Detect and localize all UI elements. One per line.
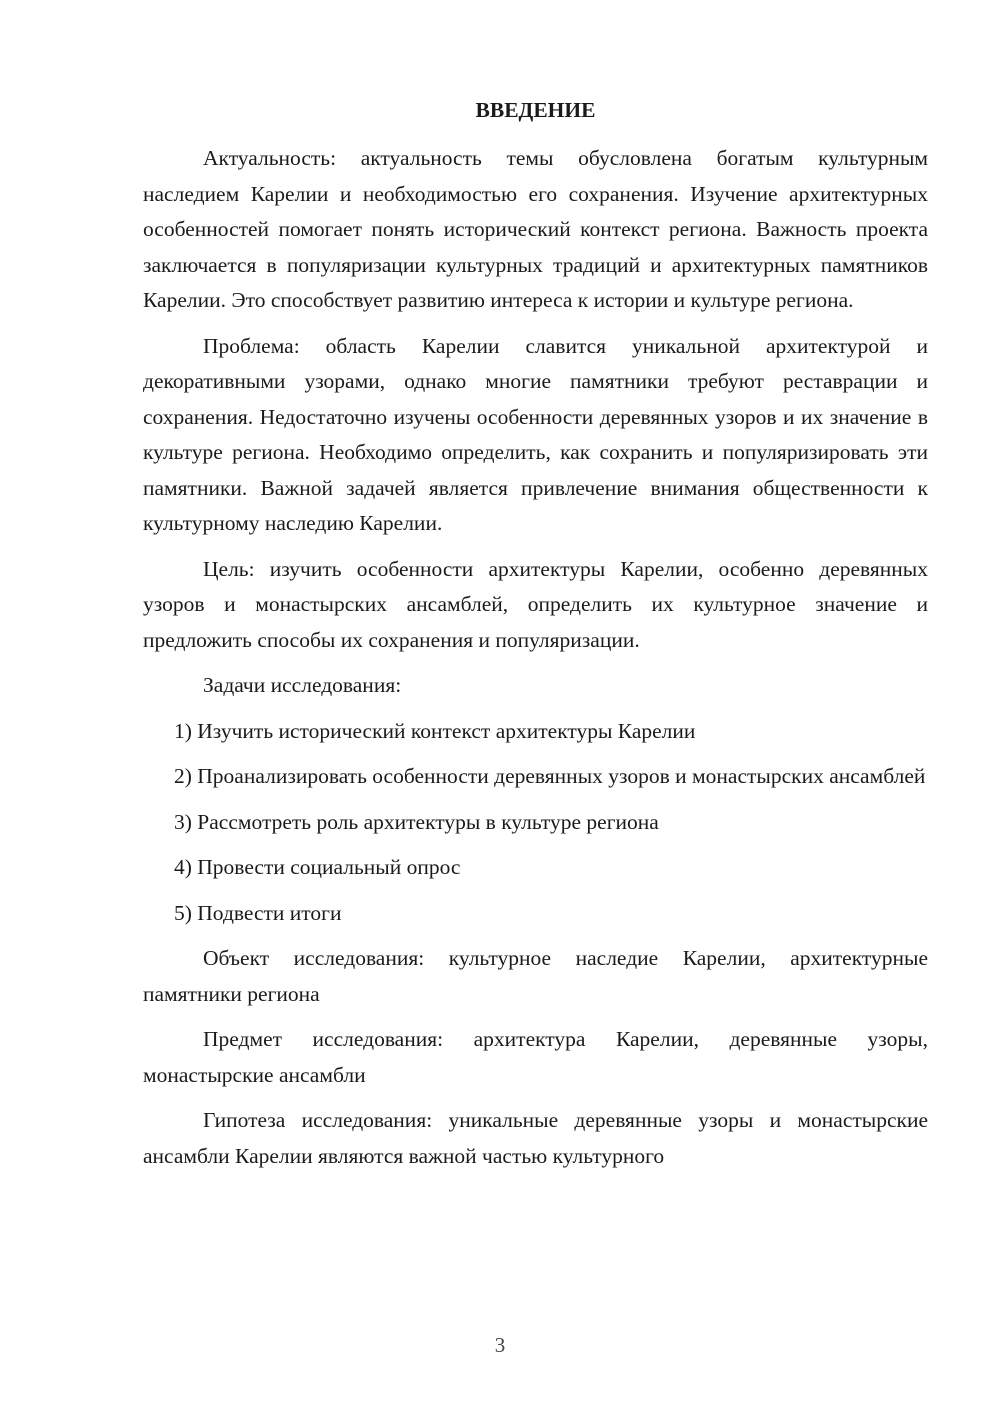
paragraph-relevance: Актуальность: актуальность темы обусловлена богатым культурным наследием Карелии и необходимостью его сохранения. Изучение архитектурных особенностей помогает понять исторический контекст региона. Важность проекта заключается в популяризации культурных традиций и архитектурных памятников Карелии. Это способствует развитию интереса к истории и культуре региона. <box>143 146 928 312</box>
task-item: 3) Рассмотреть роль архитектуры в культуре региона <box>174 809 659 834</box>
paragraph-hypothesis: Гипотеза исследования: уникальные деревянные узоры и монастырские ансамбли Карелии являются важной частью культурного <box>143 1108 928 1168</box>
paragraph-object: Объект исследования: культурное наследие Карелии, архитектурные памятники региона <box>143 946 928 1006</box>
task-item: 2) Проанализировать особенности деревянных узоров и монастырских ансамблей <box>174 764 926 788</box>
paragraph-problem: Проблема: область Карелии славится уникальной архитектурой и декоративными узорами, однако многие памятники требуют реставрации и сохранения. Недостаточно изучены особенности деревянных узоров и их значение в культуре региона. Необходимо определить, как сохранить и популяризировать эти памятники. Важной задачей является привлечение внимания общественности к культурному наследию Карелии. <box>143 333 928 535</box>
paragraph-goal: Цель: изучить особенности архитектуры Карелии, особенно деревянных узоров и монастырских ансамблей, определить их культурное значение и предложить способы их сохранения и популяризации. <box>143 556 928 652</box>
tasks-heading: Задачи исследования: <box>203 673 402 697</box>
document-page <box>143 96 928 1184</box>
paragraph-subject: Предмет исследования: архитектура Карелии, деревянные узоры, монастырские ансамбли <box>143 1027 928 1087</box>
task-item: 4) Провести социальный опрос <box>174 855 461 879</box>
section-title: ВВЕДЕНИЕ <box>475 98 596 122</box>
page-number: 3 <box>494 1333 506 1357</box>
task-item: 5) Подвести итоги <box>174 900 342 925</box>
task-item: 1) Изучить исторический контекст архитектуры Карелии <box>174 718 696 743</box>
